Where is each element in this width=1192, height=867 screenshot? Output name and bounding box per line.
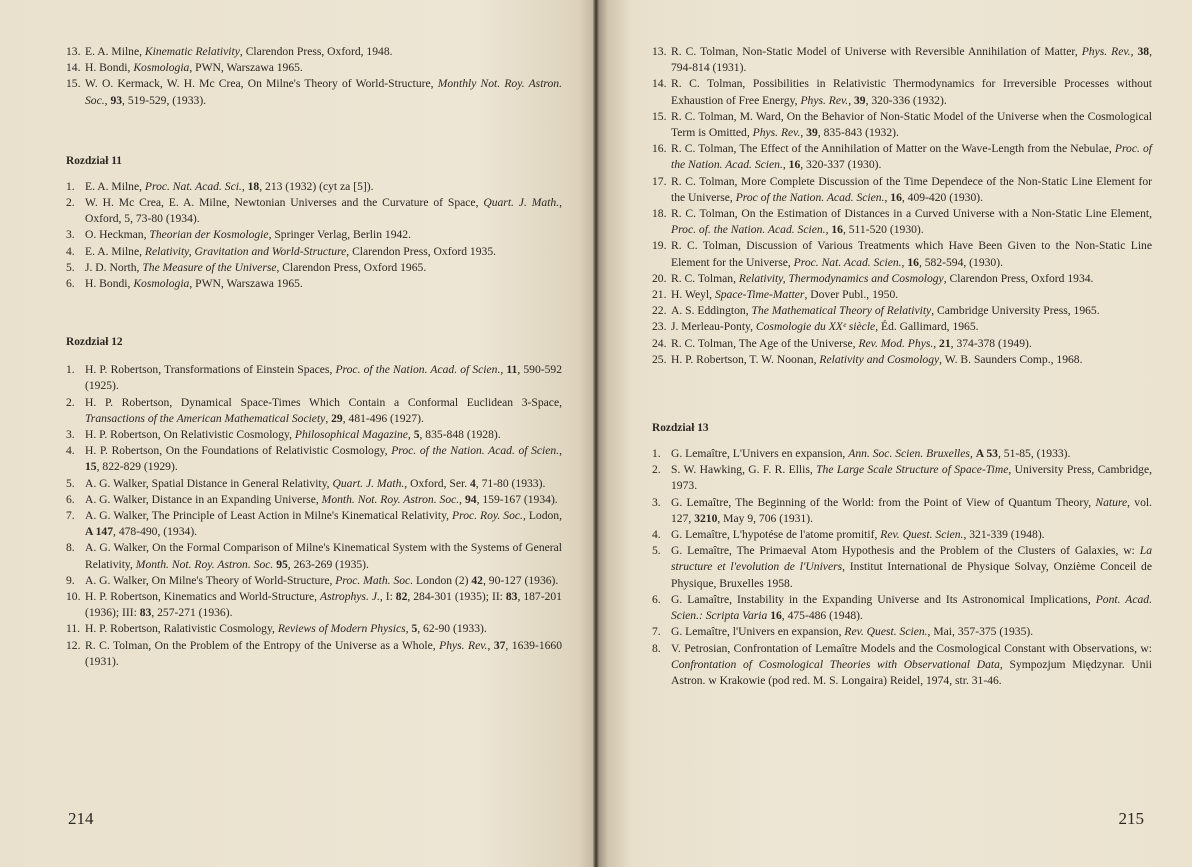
reference-title: The Mathematical Theory of Relativity bbox=[751, 304, 932, 318]
reference-title: Philosophical Magazine bbox=[294, 428, 408, 442]
reference-text: G. Lamaître, Instability in the Expanding Universe and Its Astronomical Implications, bbox=[671, 592, 1096, 606]
reference-text: A. G. Walker, The Principle of Least Action in Milne's Kinematical Relativity, bbox=[85, 509, 453, 523]
reference-number: 12. bbox=[66, 638, 81, 652]
reference-entry bbox=[66, 179, 562, 195]
reference-entry bbox=[66, 621, 562, 637]
reference-entry bbox=[652, 319, 1152, 335]
reference-number: 8. bbox=[66, 541, 75, 555]
reference-title: Quart. J. Math. bbox=[332, 476, 405, 490]
reference-entry bbox=[66, 60, 562, 76]
reference-entry bbox=[652, 287, 1152, 303]
reference-text: , bbox=[848, 93, 854, 107]
reference-text: , 478-490, (1934). bbox=[113, 525, 198, 539]
reference-number: 5. bbox=[652, 544, 661, 558]
reference-number: 20. bbox=[652, 271, 667, 285]
reference-number: 2. bbox=[66, 395, 75, 409]
reference-entry bbox=[652, 141, 1152, 173]
reference-entry bbox=[66, 260, 562, 276]
reference-volume: 39 bbox=[806, 126, 818, 140]
reference-number: 9. bbox=[66, 573, 75, 587]
reference-title: Proc. Math. Soc. bbox=[335, 573, 414, 587]
reference-title: Proc. of the Nation. Acad. of Scien. bbox=[335, 363, 501, 377]
reference-number: 1. bbox=[66, 363, 75, 377]
reference-text: , 519-529, (1933). bbox=[122, 93, 207, 107]
reference-text: E. A. Milne, bbox=[85, 179, 145, 193]
reference-number: 24. bbox=[652, 336, 667, 350]
reference-text: R. C. Tolman, On the Estimation of Distances in a Curved Universe with a Non-Static Line Element, bbox=[671, 207, 1152, 221]
reference-number: 17. bbox=[652, 174, 667, 188]
reference-volume: 38 bbox=[1137, 45, 1150, 58]
reference-text: H. Bondi, bbox=[85, 61, 134, 75]
reference-text: , bbox=[325, 411, 332, 425]
reference-title: Relativity and Cosmology bbox=[819, 352, 940, 366]
reference-text: , 320-336 (1932). bbox=[865, 93, 947, 107]
reference-text: E. A. Milne, bbox=[85, 244, 145, 258]
reference-title: Proc. Roy. Soc. bbox=[452, 509, 523, 523]
reference-text: , Oxford, 5, 73-80 (1934). bbox=[85, 196, 562, 226]
reference-text: , bbox=[407, 428, 414, 442]
reference-text: , bbox=[969, 447, 976, 461]
reference-volume: 5 bbox=[413, 428, 420, 442]
page-number-right: 215 bbox=[1118, 809, 1144, 828]
reference-text: G. Lemaître, l'Univers en expansion, bbox=[671, 625, 845, 639]
reference-number: 3. bbox=[66, 428, 75, 442]
reference-number: 22. bbox=[652, 304, 667, 318]
reference-number: 4. bbox=[652, 528, 661, 542]
reference-text: R. C. Tolman, Discussion of Various Treatments which Have Been Given to the Non-Static Line Element for the Universe, bbox=[671, 239, 1152, 269]
reference-text: , 835-843 (1932). bbox=[817, 126, 899, 140]
reference-entry bbox=[66, 44, 562, 60]
right-page bbox=[596, 0, 1192, 867]
reference-entry bbox=[652, 352, 1152, 368]
reference-text: , 374-378 (1949). bbox=[950, 336, 1032, 350]
reference-text: H. P. Robertson, Transformations of Einstein Spaces, bbox=[85, 363, 336, 377]
reference-entry bbox=[66, 492, 562, 508]
reference-number: 4. bbox=[66, 244, 75, 258]
reference-text: , Dover Publ., 1950. bbox=[804, 288, 899, 302]
reference-number: 8. bbox=[652, 641, 661, 655]
reference-entry bbox=[66, 195, 562, 227]
reference-title: Phys. Rev. bbox=[439, 638, 488, 652]
reference-number: 4. bbox=[66, 444, 75, 458]
reference-text: , 475-486 (1948). bbox=[781, 609, 863, 623]
reference-title: Relativity, Gravitation and World-Structure bbox=[144, 244, 347, 258]
reference-title: The Measure of the Universe bbox=[142, 260, 277, 274]
reference-text: , 62-90 (1933). bbox=[417, 622, 487, 636]
reference-text: H. P. Robertson, T. W. Noonan, bbox=[671, 352, 820, 366]
reference-volume: 11 bbox=[506, 363, 518, 377]
reference-text: , Cambridge University Press, 1965. bbox=[931, 304, 1100, 318]
reference-text: A. G. Walker, On the Formal Comparison of Milne's Kinematical System with the Systems of General Relativity, bbox=[85, 541, 562, 571]
reference-volume: 39 bbox=[853, 93, 866, 107]
reference-text: , 590-592 (1925). bbox=[85, 363, 563, 393]
reference-title: Phys. Rev. bbox=[1081, 45, 1131, 58]
reference-entry bbox=[652, 462, 1152, 494]
reference-title: Proc. of the Nation. Acad. of Scien. bbox=[391, 444, 560, 458]
reference-text: A. G. Walker, On Milne's Theory of World-Structure, bbox=[85, 573, 336, 587]
reference-number: 15. bbox=[652, 109, 667, 123]
reference-entry bbox=[66, 227, 562, 243]
reference-text: , W. B. Saunders Comp., 1968. bbox=[939, 352, 1083, 366]
reference-entry bbox=[652, 303, 1152, 319]
reference-text: , bbox=[500, 363, 507, 377]
reference-number: 5. bbox=[66, 476, 75, 490]
reference-volume: 16 bbox=[788, 158, 801, 172]
reference-number: 7. bbox=[652, 625, 661, 639]
reference-volume: 16 bbox=[907, 255, 919, 269]
reference-text: V. Petrosian, Confrontation of Lemaître Models and the Cosmological Constant with Observations, w: bbox=[671, 641, 1152, 655]
reference-title: Month. Not. Roy. Astron. Soc. bbox=[135, 557, 274, 571]
reference-entry bbox=[66, 638, 562, 670]
reference-entry bbox=[66, 508, 562, 540]
reference-text: , bbox=[405, 622, 412, 636]
reference-title: The Large Scale Structure of Space-Time bbox=[816, 463, 1009, 477]
reference-text: , 51-85, (1933). bbox=[997, 447, 1071, 461]
reference-number: 7. bbox=[66, 509, 75, 523]
reference-entry bbox=[652, 109, 1152, 141]
reference-text: , bbox=[825, 223, 832, 237]
reference-number: 25. bbox=[652, 352, 667, 366]
reference-volume: 4 bbox=[470, 476, 476, 490]
reference-volume: 95 bbox=[276, 557, 288, 571]
reference-entry bbox=[652, 76, 1152, 108]
reference-number: 15. bbox=[66, 77, 81, 91]
reference-title: Pont. Acad. Scien.: Scripta Varia bbox=[671, 592, 1152, 623]
reference-text: G. Lemaître, L'hypotése de l'atome promitif, bbox=[671, 528, 881, 542]
reference-title: Rev. Quest. Scien. bbox=[880, 528, 964, 542]
reference-number: 23. bbox=[652, 320, 667, 334]
reference-text: H. Bondi, bbox=[85, 277, 134, 291]
reference-text: , Clarendon Press, Oxford 1934. bbox=[943, 271, 1094, 285]
section-heading-13: Rozdział 13 bbox=[652, 422, 709, 435]
reference-entry bbox=[652, 527, 1152, 543]
reference-text: , 187-201 (1936); III: bbox=[85, 590, 562, 620]
reference-number: 11. bbox=[66, 622, 81, 636]
reference-volume: 42 bbox=[471, 573, 483, 587]
reference-volume: A 53 bbox=[975, 447, 998, 461]
reference-text: , 213 (1932) (cyt za [5]). bbox=[259, 179, 374, 193]
left-top-references bbox=[66, 44, 562, 109]
reference-volume: A 147 bbox=[85, 525, 114, 539]
reference-text: , 90-127 (1936). bbox=[482, 573, 559, 587]
reference-title: Phys. Rev. bbox=[800, 93, 849, 107]
reference-number: 1. bbox=[652, 447, 661, 461]
reference-text: , Éd. Gallimard, 1965. bbox=[875, 320, 979, 334]
reference-volume: 5 bbox=[411, 622, 418, 636]
reference-number: 2. bbox=[652, 463, 661, 477]
reference-text: , 257-271 (1936). bbox=[151, 606, 233, 620]
reference-text: R. C. Tolman, The Effect of the Annihilation of Matter on the Wave-Length from the Nebulae, bbox=[671, 142, 1115, 156]
reference-title: Proc. of the Nation. Acad. Scien. bbox=[671, 142, 1152, 172]
reference-text: , Institut International de Physique Solvay, Onzième Conceil de Physique, Bruxelles 1958. bbox=[671, 560, 1153, 590]
reference-text: , 409-420 (1930). bbox=[901, 190, 984, 204]
reference-number: 5. bbox=[66, 260, 75, 274]
reference-text: H. P. Robertson, On Relativistic Cosmology, bbox=[85, 428, 295, 442]
reference-entry bbox=[652, 543, 1152, 592]
reference-number: 16. bbox=[652, 142, 667, 156]
reference-title: Rev. Quest. Scien. bbox=[844, 625, 928, 639]
reference-text: , 794-814 (1931). bbox=[671, 45, 1152, 75]
reference-text: , 835-848 (1928). bbox=[419, 428, 501, 442]
reference-title: Proc. Nat. Acad. Sci. bbox=[144, 179, 242, 193]
reference-number: 2. bbox=[66, 196, 75, 210]
reference-entry bbox=[652, 174, 1152, 206]
reference-title: Space-Time-Matter bbox=[714, 288, 805, 302]
reference-number: 6. bbox=[66, 277, 75, 291]
reference-title: Astrophys. J. bbox=[320, 590, 380, 604]
reference-text: , 263-269 (1935). bbox=[287, 557, 369, 571]
reference-number: 3. bbox=[652, 495, 661, 509]
reference-volume: 83 bbox=[505, 590, 518, 604]
reference-entry bbox=[66, 395, 562, 427]
reference-text: H. P. Robertson, On the Foundations of Relativistic Cosmology, bbox=[85, 444, 392, 458]
reference-number: 19. bbox=[652, 239, 667, 253]
reference-text: R. C. Tolman, M. Ward, On the Behavior of Non-Static Model of the Universe when the Cosmological Term is Omitted, bbox=[671, 109, 1152, 140]
reference-title: Relativity, Thermodynamics and Cosmology bbox=[738, 271, 944, 285]
reference-volume: 18 bbox=[247, 179, 260, 193]
reference-text: E. A. Milne, bbox=[85, 45, 145, 58]
reference-text: , bbox=[933, 336, 940, 350]
page-number-left: 214 bbox=[68, 809, 94, 828]
reference-entry bbox=[66, 76, 562, 108]
reference-text: R. C. Tolman, On the Problem of the Entropy of the Universe as a Whole, bbox=[85, 638, 440, 652]
reference-text: , bbox=[800, 126, 807, 140]
reference-text: O. Heckman, bbox=[85, 228, 150, 242]
reference-number: 14. bbox=[66, 61, 81, 75]
reference-text: A. G. Walker, Spatial Distance in General Relativity, bbox=[85, 476, 333, 490]
reference-entry bbox=[66, 244, 562, 260]
reference-number: 13. bbox=[66, 45, 81, 58]
reference-entry bbox=[652, 624, 1152, 640]
reference-entry bbox=[66, 443, 562, 475]
reference-text: , 159-167 (1934). bbox=[476, 492, 558, 506]
reference-number: 10. bbox=[66, 590, 81, 604]
reference-text: , University Press, Cambridge, 1973. bbox=[671, 463, 1152, 493]
reference-text: , 481-496 (1927). bbox=[342, 411, 424, 425]
reference-text: , Clarendon Press, Oxford, 1948. bbox=[239, 45, 393, 58]
reference-text: , May 9, 706 (1931). bbox=[717, 511, 814, 525]
reference-title: Kinematic Relativity bbox=[144, 45, 240, 58]
reference-title: Theorian der Kosmologie bbox=[149, 228, 269, 242]
reference-text: , 71-80 (1933). bbox=[475, 476, 546, 490]
reference-entry bbox=[66, 276, 562, 292]
reference-text: W. O. Kermack, W. H. Mc Crea, On Milne's Theory of World-Structure, bbox=[85, 77, 438, 91]
reference-title: Nature bbox=[1095, 495, 1128, 509]
reference-entry bbox=[652, 495, 1152, 527]
reference-title: Proc. of. the Nation. Acad. Scien. bbox=[671, 223, 826, 237]
reference-text: G. Lemaître, The Primaeval Atom Hypothesis and the Problem of the Clusters of Galaxies, w: bbox=[671, 544, 1140, 558]
reference-entry bbox=[66, 573, 562, 589]
reference-title: Ann. Soc. Scien. Bruxelles bbox=[848, 447, 970, 461]
reference-text: R. C. Tolman, The Age of the Universe, bbox=[671, 336, 859, 350]
section-13-references bbox=[652, 446, 1152, 689]
reference-text: R. C. Tolman, bbox=[671, 271, 739, 285]
reference-volume: 16 bbox=[831, 223, 843, 237]
right-top-references bbox=[652, 44, 1152, 368]
reference-text: R. C. Tolman, Non-Static Model of Universe with Reversible Annihilation of Matter, bbox=[671, 45, 1082, 58]
reference-title: Reviews of Modern Physics bbox=[277, 622, 406, 636]
reference-title: Kosmologia bbox=[133, 61, 190, 75]
reference-volume: 83 bbox=[139, 606, 152, 620]
reference-text: J. D. North, bbox=[85, 260, 143, 274]
reference-number: 6. bbox=[66, 492, 75, 506]
reference-text: A. G. Walker, Distance in an Expanding Universe, bbox=[85, 492, 322, 506]
reference-entry bbox=[652, 238, 1152, 270]
reference-text: , bbox=[104, 93, 111, 107]
reference-title: Cosmologie du XXᵉ siècle bbox=[755, 320, 876, 334]
reference-text: S. W. Hawking, G. F. R. Ellis, bbox=[671, 463, 817, 477]
reference-text: , PWN, Warszawa 1965. bbox=[189, 61, 303, 75]
reference-entry bbox=[652, 641, 1152, 690]
reference-text: H. P. Robertson, Ralativistic Cosmology, bbox=[85, 622, 278, 636]
reference-text: , 321-339 (1948). bbox=[963, 528, 1045, 542]
reference-text: , Oxford, Ser. bbox=[404, 476, 470, 490]
reference-volume: 21 bbox=[939, 336, 951, 350]
reference-text: G. Lemaître, The Beginning of the World: from the Point of View of Quantum Theory, bbox=[671, 495, 1096, 509]
reference-volume: 37 bbox=[493, 638, 506, 652]
reference-entry bbox=[66, 362, 562, 394]
reference-entry bbox=[652, 446, 1152, 462]
reference-entry bbox=[652, 206, 1152, 238]
reference-title: Confrontation of Cosmological Theories with Observational Data bbox=[671, 657, 1000, 671]
reference-text: , 511-520 (1930). bbox=[842, 223, 924, 237]
reference-title: Month. Not. Roy. Astron. Soc. bbox=[321, 492, 460, 506]
reference-text: H. P. Robertson, Dynamical Space-Times Which Contain a Conformal Euclidean 3-Space, bbox=[85, 395, 562, 409]
reference-text: , I: bbox=[379, 590, 396, 604]
reference-text: A. S. Eddington, bbox=[671, 304, 752, 318]
reference-text: , Mai, 357-375 (1935). bbox=[927, 625, 1034, 639]
reference-text: , 320-337 (1930). bbox=[800, 158, 882, 172]
reference-entry bbox=[652, 592, 1152, 624]
reference-title: Phys. Rev. bbox=[752, 126, 801, 140]
reference-text: , bbox=[901, 255, 908, 269]
reference-entry bbox=[652, 271, 1152, 287]
reference-text: , PWN, Warszawa 1965. bbox=[189, 277, 303, 291]
reference-entry bbox=[66, 589, 562, 621]
reference-text: G. Lemaître, L'Univers en expansion, bbox=[671, 447, 849, 461]
reference-text: , Springer Verlag, Berlin 1942. bbox=[268, 228, 411, 242]
reference-title: La structure et l'evolution de l'Univers bbox=[671, 544, 1152, 574]
book-gutter bbox=[593, 0, 599, 867]
reference-text: R. C. Tolman, More Complete Discussion of the Time Dependece of the Non-Static Line Element for the Universe, bbox=[671, 174, 1152, 204]
reference-volume: 93 bbox=[110, 93, 123, 107]
section-11-references bbox=[66, 179, 562, 292]
reference-entry bbox=[66, 476, 562, 492]
reference-entry bbox=[652, 44, 1152, 76]
reference-entry bbox=[652, 336, 1152, 352]
reference-volume: 3210 bbox=[694, 511, 718, 525]
reference-text: , bbox=[1130, 45, 1138, 58]
reference-text: , 284-301 (1935); II: bbox=[407, 590, 506, 604]
reference-number: 3. bbox=[66, 228, 75, 242]
reference-title: Proc of the Nation. Acad. Scien. bbox=[735, 190, 885, 204]
reference-text: , 1639-1660 (1931). bbox=[85, 638, 563, 668]
reference-text: London (2) bbox=[413, 573, 472, 587]
reference-entry bbox=[66, 427, 562, 443]
reference-text: , bbox=[884, 190, 891, 204]
reference-number: 1. bbox=[66, 179, 75, 193]
reference-title: Kosmologia bbox=[133, 277, 190, 291]
reference-title: Monthly Not. Roy. Astron. Soc. bbox=[85, 77, 562, 107]
reference-number: 21. bbox=[652, 288, 667, 302]
reference-entry bbox=[66, 540, 562, 572]
reference-number: 14. bbox=[652, 77, 667, 91]
reference-title: Proc. Nat. Acad. Scien. bbox=[793, 255, 902, 269]
reference-text: R. C. Tolman, Possibilities in Relativistic Thermodynamics for Irreversible Processes without Exhaustion of Free Energy, bbox=[671, 77, 1152, 107]
section-12-references bbox=[66, 362, 562, 670]
reference-text: , bbox=[487, 638, 494, 652]
reference-text: , Clarendon Press, Oxford 1965. bbox=[276, 260, 427, 274]
reference-text: , Clarendon Press, Oxford 1935. bbox=[346, 244, 497, 258]
reference-text: , bbox=[559, 444, 563, 458]
reference-text: , bbox=[782, 158, 789, 172]
reference-number: 18. bbox=[652, 207, 667, 221]
reference-volume: 16 bbox=[890, 190, 902, 204]
reference-text: , Sympozjum Międzynar. Unii Astron. w Krakowie (pod red. M. S. Longaira) Reidel, 1974, str. 31-46. bbox=[671, 657, 1152, 687]
reference-title: Rev. Mod. Phys. bbox=[858, 336, 934, 350]
reference-volume: 94 bbox=[464, 492, 477, 506]
reference-text: , bbox=[459, 492, 465, 506]
reference-volume: 16 bbox=[770, 609, 782, 623]
reference-text: W. H. Mc Crea, E. A. Milne, Newtonian Universes and the Curvature of Space, bbox=[85, 196, 484, 210]
reference-text: , bbox=[241, 179, 248, 193]
reference-text: J. Merleau-Ponty, bbox=[671, 320, 756, 334]
reference-text: , 582-594, (1930). bbox=[918, 255, 1003, 269]
reference-text: H. Weyl, bbox=[671, 288, 715, 302]
section-heading-11: Rozdział 11 bbox=[66, 154, 123, 167]
reference-text: , vol. 127, bbox=[671, 495, 1152, 525]
reference-volume: 15 bbox=[85, 460, 97, 474]
reference-volume: 29 bbox=[331, 411, 343, 425]
reference-title: Quart. J. Math. bbox=[483, 196, 560, 210]
reference-title: Transactions of the American Mathematical Society bbox=[85, 411, 326, 425]
section-heading-12: Rozdział 12 bbox=[66, 336, 123, 349]
reference-volume: 82 bbox=[395, 590, 408, 604]
reference-number: 6. bbox=[652, 592, 661, 606]
reference-number: 13. bbox=[652, 45, 667, 58]
reference-text: H. P. Robertson, Kinematics and World-Structure, bbox=[85, 590, 320, 604]
reference-text: , 822-829 (1929). bbox=[96, 460, 178, 474]
reference-text: , Lodon, bbox=[522, 509, 562, 523]
